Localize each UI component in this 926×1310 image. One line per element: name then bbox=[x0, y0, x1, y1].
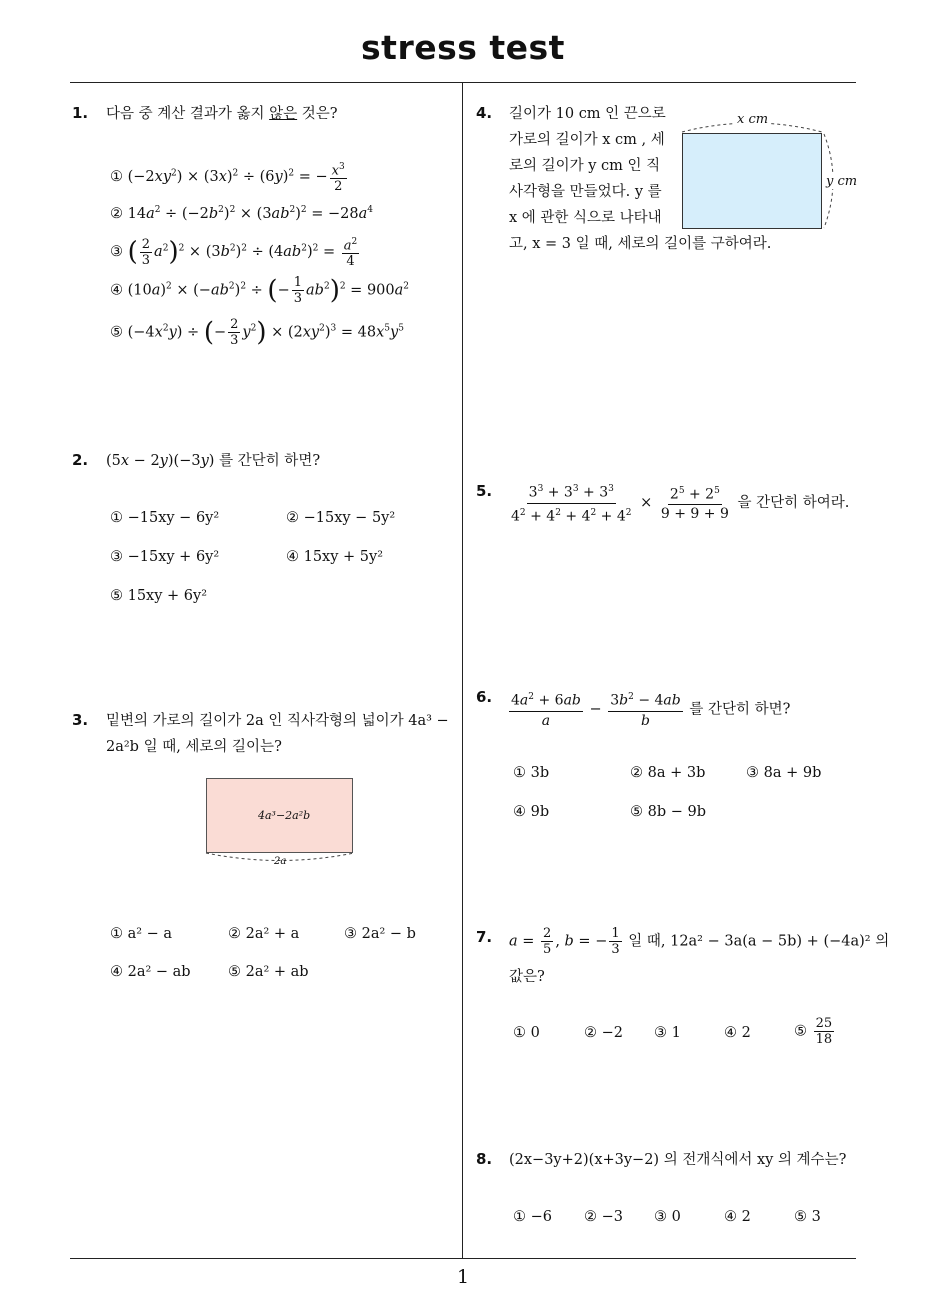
q4-line-1: 길이가 10 cm 인 끈으로 bbox=[509, 106, 666, 122]
q8-choice-4[interactable]: ④ 2 bbox=[724, 1209, 751, 1225]
q4-line-2: 가로의 길이가 x cm , 세 bbox=[509, 132, 665, 148]
q3-stem-line1: 밑변의 가로의 길이가 2a 인 직사각형의 넓이가 4a³ − bbox=[106, 713, 449, 729]
q6-number: 6. bbox=[476, 688, 493, 706]
q4-height-label: y cm bbox=[826, 174, 858, 189]
q4-width-label: x cm bbox=[737, 112, 769, 127]
q3-choice-5[interactable]: ⑤ 2a² + ab bbox=[228, 964, 309, 980]
q8-choice-2[interactable]: ② −3 bbox=[584, 1209, 623, 1225]
q1-stem-b: 것은? bbox=[297, 106, 338, 122]
q2-choice-1[interactable]: ① −15xy − 6y² bbox=[110, 510, 220, 526]
q1-choice-1-den: 2 bbox=[334, 179, 343, 195]
page-title: stress test bbox=[361, 28, 565, 67]
q2-number: 2. bbox=[72, 451, 89, 469]
q7-stem-line1: a = $\frac{2}{5}$ , b = − $\frac{1}{3}$ 일 때, 12a² − 3a(a − 5b) + (−4a)² 의 bbox=[509, 926, 890, 957]
q5-stem-text: 을 간단히 하여라. bbox=[737, 495, 850, 512]
q2-choice-4[interactable]: ④ 15xy + 5y² bbox=[286, 549, 384, 565]
q1-choice-1[interactable]: ① $(-2xy^2) \times (3x)^2 \div (6y)^2$ = − $\frac{x^3}{2}$ bbox=[110, 162, 345, 195]
q7-choice-5-marker: ⑤ bbox=[794, 1023, 807, 1040]
q7-number: 7. bbox=[476, 928, 493, 946]
q2-choice-3[interactable]: ③ −15xy + 6y² bbox=[110, 549, 220, 565]
q6-choice-3[interactable]: ③ 8a + 9b bbox=[746, 765, 822, 781]
q1-choice-2-marker: ② bbox=[110, 205, 123, 222]
q3-stem-line2: 2a²b 일 때, 세로의 길이는? bbox=[106, 739, 282, 755]
q1-choice-5[interactable]: ⑤ $(-4x^2y)$ ÷ (− $\frac{2}{3}$ $y^2) \times (2xy^2)^3 = 48x^5y^5$ bbox=[110, 317, 404, 348]
q6-choice-1[interactable]: ① 3b bbox=[513, 765, 550, 781]
q7-choice-4[interactable]: ④ 2 bbox=[724, 1025, 751, 1041]
q2-stem: (5x − 2y)(−3y) 를 간단히 하면? bbox=[106, 453, 321, 469]
q1-choice-1-marker: ① bbox=[110, 169, 123, 186]
q4-number: 4. bbox=[476, 104, 493, 122]
q5-number: 5. bbox=[476, 482, 493, 500]
q1-stem-a: 다음 중 계산 결과가 옳지 bbox=[106, 106, 270, 122]
q3-area-label: 4a³−2a²b bbox=[258, 809, 311, 822]
q3-choice-4[interactable]: ④ 2a² − ab bbox=[110, 964, 191, 980]
q6-stem-text: 를 간단히 하면? bbox=[689, 701, 791, 718]
q7-choice-1[interactable]: ① 0 bbox=[513, 1025, 540, 1041]
q7-stem-line2: 값은? bbox=[509, 969, 545, 985]
q1-number: 1. bbox=[72, 104, 89, 122]
q7-choice-2[interactable]: ② −2 bbox=[584, 1025, 623, 1041]
q1-choice-3-marker: ③ bbox=[110, 244, 123, 261]
q8-stem: (2x−3y+2)(x+3y−2) 의 전개식에서 xy 의 계수는? bbox=[509, 1152, 847, 1168]
q8-choice-3[interactable]: ③ 0 bbox=[654, 1209, 681, 1225]
page-number: 1 bbox=[456, 1266, 470, 1288]
q1-choice-5-marker: ⑤ bbox=[110, 324, 123, 341]
q4-line-6: 고, x = 3 일 때, 세로의 길이를 구하여라. bbox=[509, 236, 772, 252]
q3-choice-3[interactable]: ③ 2a² − b bbox=[344, 926, 416, 942]
header-rule bbox=[70, 82, 856, 83]
q6-expression: $\frac{4a^2 + 6ab}{a}$ − $\frac{3b^2 - 4ab}{b}$ 를 간단히 하면? bbox=[507, 688, 790, 731]
column-divider bbox=[462, 83, 463, 1259]
q2-stem-text: 를 간단히 하면? bbox=[219, 453, 321, 469]
q1-choice-4-marker: ④ bbox=[110, 282, 123, 299]
q6-choice-2[interactable]: ② 8a + 3b bbox=[630, 765, 706, 781]
q8-choice-1[interactable]: ① −6 bbox=[513, 1209, 552, 1225]
q4-line-3: 로의 길이가 y cm 인 직 bbox=[509, 158, 661, 174]
q7-choice-5[interactable]: ⑤ $\frac{25}{18}$ bbox=[794, 1016, 833, 1047]
q7-choice-3[interactable]: ③ 1 bbox=[654, 1025, 681, 1041]
q4-line-5: x 에 관한 식으로 나타내 bbox=[509, 210, 662, 226]
footer-rule bbox=[70, 1258, 856, 1259]
q3-number: 3. bbox=[72, 711, 89, 729]
q8-number: 8. bbox=[476, 1150, 493, 1168]
q3-choice-2[interactable]: ② 2a² + a bbox=[228, 926, 300, 942]
q8-choice-5[interactable]: ⑤ 3 bbox=[794, 1209, 821, 1225]
q2-choice-2[interactable]: ② −15xy − 5y² bbox=[286, 510, 396, 526]
q1-stem bbox=[106, 101, 338, 127]
q1-choice-2[interactable]: ② $14a^2 \div (-2b^2)^2 \times (3ab^2)^2 = -28a^4$ bbox=[110, 205, 373, 222]
q7-stem-mid: 일 때, 12a² − 3a(a − 5b) + (−4a)² 의 bbox=[628, 933, 890, 950]
q6-choice-4[interactable]: ④ 9b bbox=[513, 804, 550, 820]
q3-width-label: 2a bbox=[274, 856, 287, 867]
q3-choice-1[interactable]: ① a² − a bbox=[110, 926, 173, 942]
q6-choice-5[interactable]: ⑤ 8b − 9b bbox=[630, 804, 706, 820]
q1-stem-underlined: 않은 bbox=[269, 106, 298, 122]
q5-expression: $\frac{3^3 + 3^3 + 3^3}{4^2 + 4^2 + 4^2 + 4^2}$ × $\frac{2^5 + 2^5}{9 + 9 + 9}$ 을 간단히 하여라. bbox=[507, 480, 849, 526]
q4-dimension-braces bbox=[676, 112, 846, 236]
q1-choice-4[interactable]: ④ $(10a)^2 \times (-ab^2)^2$ ÷ (− $\frac{1}{3}$ $ab^2)^2 = 900a^2$ bbox=[110, 275, 410, 306]
q1-choice-3[interactable]: ③ ( $\frac{2}{3}$ $a^2)^2 \times (3b^2)^2 \div (4ab^2)^2$ = $\frac{a^2}{4}$ bbox=[110, 236, 358, 270]
q2-choice-5[interactable]: ⑤ 15xy + 6y² bbox=[110, 588, 208, 604]
q4-line-4: 사각형을 만들었다. y 를 bbox=[509, 184, 662, 200]
